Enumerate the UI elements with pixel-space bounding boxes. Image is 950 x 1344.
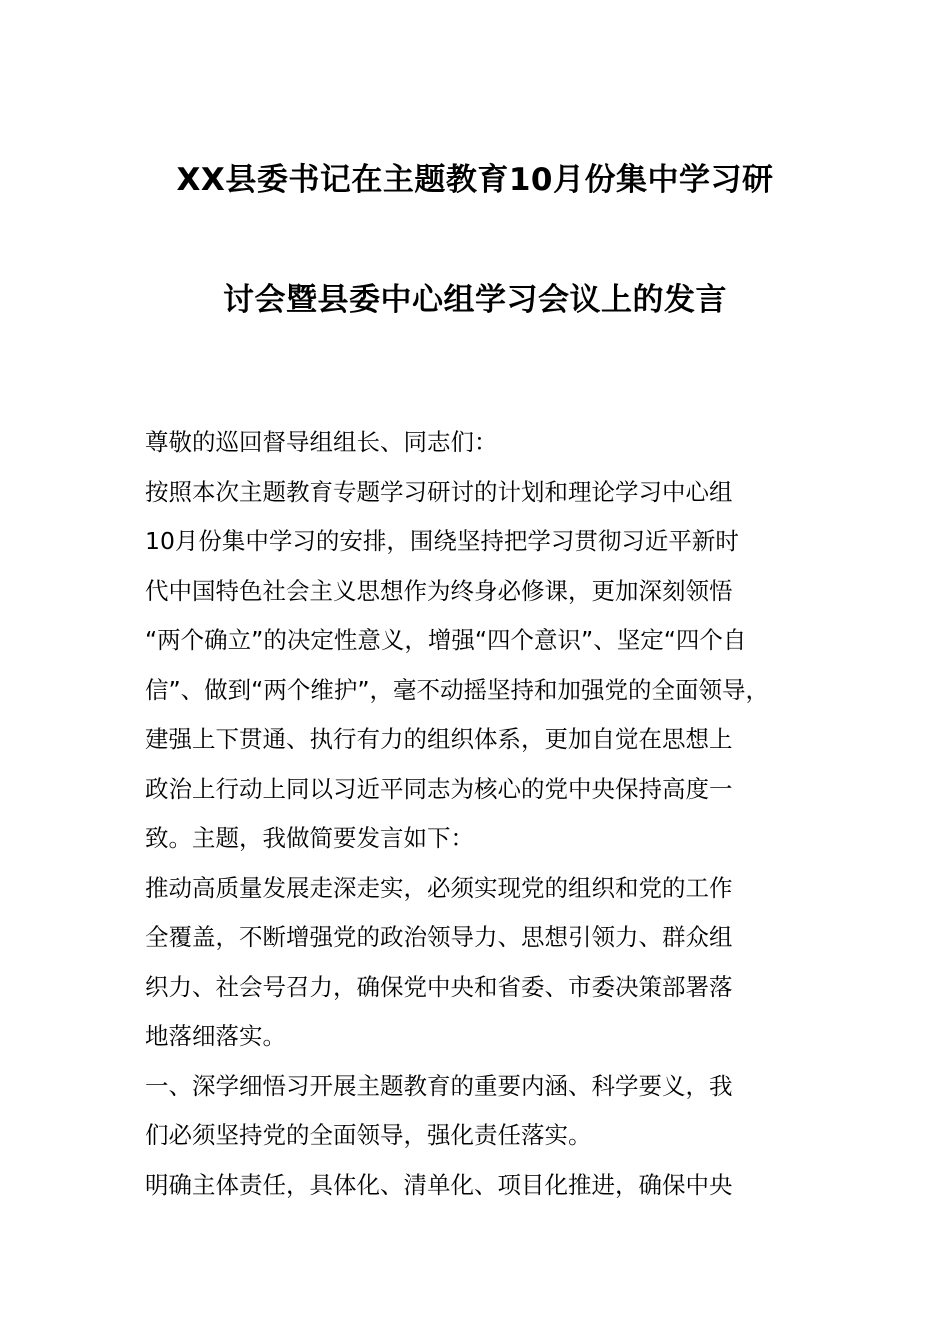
body-line: “两个确立”的决定性意义，增强“四个意识”、坚定“四个自 bbox=[145, 626, 747, 654]
body-line: 10月份集中学习的安排，围绕坚持把学习贯彻习近平新时 bbox=[145, 527, 739, 555]
body-line: 政治上行动上同以习近平同志为核心的党中央保持高度一 bbox=[145, 774, 733, 803]
body-line: 织力、社会号召力，确保党中央和省委、市委决策部署落 bbox=[145, 972, 733, 1001]
body-line: 全覆盖，不断增强党的政治领导力、思想引领力、群众组 bbox=[145, 923, 733, 951]
document-body bbox=[145, 418, 835, 1210]
body-line: 明确主体责任，具体化、清单化、项目化推进，确保中央 bbox=[145, 1170, 733, 1199]
body-line: 代中国特色社会主义思想作为终身必修课，更加深刻领悟 bbox=[145, 576, 733, 605]
body-line: 们必须坚持党的全面领导，强化责任落实。 bbox=[145, 1121, 592, 1149]
body-line: 按照本次主题教育专题学习研讨的计划和理论学习中心组 bbox=[145, 477, 733, 506]
body-line: 信”、做到“两个维护”，毫不动摇坚持和加强党的全面领导， bbox=[145, 675, 770, 704]
body-line-section-heading: 一、深学细悟习开展主题教育的重要内涵、科学要义，我 bbox=[145, 1071, 733, 1100]
body-line: 建强上下贯通、执行有力的组织体系，更加自觉在思想上 bbox=[145, 725, 733, 753]
document-title-line-1: XX县委书记在主题教育10月份集中学习研 bbox=[176, 162, 774, 198]
body-line: 地落细落实。 bbox=[145, 1022, 286, 1050]
document-title-line-2: 讨会暨县委中心组学习会议上的发言 bbox=[223, 282, 727, 318]
body-line-salutation: 尊敬的巡回督导组组长、同志们： bbox=[145, 428, 498, 456]
body-line: 致。主题，我做简要发言如下： bbox=[145, 824, 474, 852]
body-line: 推动高质量发展走深走实，必须实现党的组织和党的工作 bbox=[145, 873, 733, 902]
